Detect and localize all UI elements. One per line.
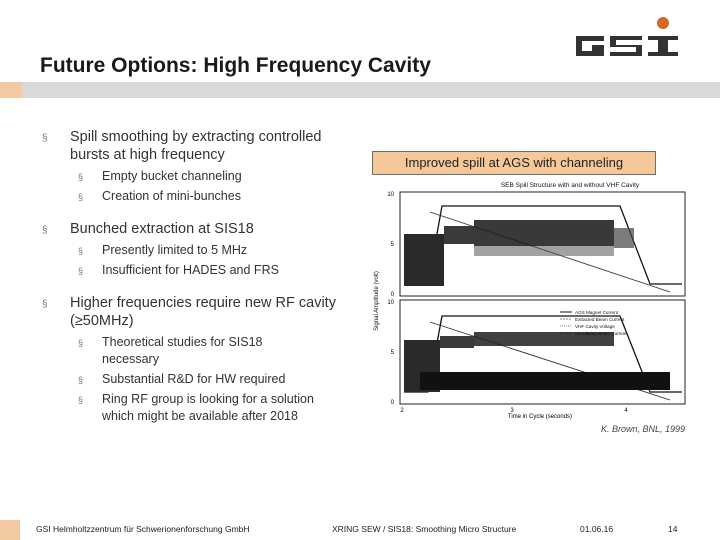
sub-bullet-text: Creation of mini-bunches (102, 189, 241, 203)
bullet-text: Higher frequencies require new RF cavity (≥50MHz) (70, 295, 336, 329)
bottom-tick-label: 5 (390, 350, 394, 356)
bullet-item (40, 128, 360, 164)
legend-label: AGS Magnet Current (575, 310, 618, 315)
footer-institute: GSI Helmholtzzentrum für Schwerionenforschung GmbH (36, 524, 250, 534)
figure-caption: Improved spill at AGS with channeling (372, 151, 656, 175)
sub-bullet-item (40, 334, 360, 368)
header-accent (0, 82, 22, 98)
bullet-marker: § (42, 225, 48, 236)
y-axis-label: Signal Amplitude (volt) (374, 271, 380, 331)
bullet-text: Bunched extraction at SIS18 (70, 221, 254, 237)
figure-credit: K. Brown, BNL, 1999 (600, 424, 685, 434)
bullet-marker: § (42, 299, 48, 310)
top-tick-label: 0 (390, 292, 394, 298)
footer-talk-title: XRING SEW / SIS18: Smoothing Micro Structure (332, 524, 517, 534)
spill-structure-figure (370, 176, 690, 438)
bullet-marker: § (78, 246, 84, 256)
x-tick-label: 3 (510, 408, 514, 414)
sub-bullet-item (40, 168, 360, 185)
legend-label: VHF Cavity Voltage (575, 324, 615, 329)
sub-bullet-text: Insufficient for HADES and FRS (102, 263, 279, 277)
top-tick-label: 10 (387, 192, 394, 198)
plot-title: SEB Spill Structure with and without VHF Cavity (500, 182, 640, 189)
bottom-tick-label: 0 (390, 400, 394, 406)
vhf-cavity-voltage-band (420, 372, 670, 390)
extracted-beam-noise (404, 234, 444, 286)
gsi-logo (574, 16, 684, 58)
x-tick-label: 4 (624, 408, 628, 414)
legend-label: Extracted Beam Current (575, 317, 625, 322)
extracted-beam-noise (474, 220, 614, 246)
sub-bullet-item (40, 391, 360, 425)
footer-accent (0, 520, 20, 540)
sub-bullet-text: Theoretical studies for SIS18 necessary (102, 335, 263, 366)
sub-bullet-item (40, 242, 360, 259)
footer-date: 01.06.16 (580, 524, 614, 534)
extracted-beam-noise (440, 336, 474, 348)
bullet-marker: § (78, 172, 84, 182)
sub-bullet-item (40, 262, 360, 279)
bottom-panel (387, 300, 685, 420)
footer-page-number: 14 (668, 524, 678, 534)
bullet-item (40, 220, 360, 238)
sub-bullet-text: Presently limited to 5 MHz (102, 243, 248, 257)
x-tick-label: 2 (400, 408, 404, 414)
bullet-text: Spill smoothing by extracting controlled bursts at high frequency (70, 129, 322, 163)
sub-bullet-item (40, 188, 360, 205)
bullet-marker: § (78, 395, 84, 405)
bullet-marker: § (42, 133, 48, 144)
sub-bullet-text: Substantial R&D for HW required (102, 372, 286, 386)
bullet-marker: § (78, 375, 84, 385)
bullet-marker: § (78, 192, 84, 202)
bullet-item (40, 294, 360, 330)
bullet-list (40, 128, 360, 425)
bullet-marker: § (78, 338, 84, 348)
top-panel (387, 192, 685, 298)
header-band (0, 82, 720, 98)
sub-bullet-item (40, 371, 360, 388)
sub-bullet-text: Empty bucket channeling (102, 169, 242, 183)
top-tick-label: 5 (390, 242, 394, 248)
legend-label: Circulating Beam Current (575, 331, 627, 336)
extracted-beam-noise (444, 226, 474, 244)
x-axis-label: Time in Cycle (seconds) (507, 414, 573, 420)
bullet-marker: § (78, 266, 84, 276)
slide-title: Future Options: High Frequency Cavity (40, 54, 431, 77)
sub-bullet-text: Ring RF group is looking for a solution which might be available after 2018 (102, 392, 314, 423)
extracted-beam-noise (474, 246, 614, 256)
bottom-tick-label: 10 (387, 300, 394, 306)
extracted-beam-noise (614, 228, 634, 248)
